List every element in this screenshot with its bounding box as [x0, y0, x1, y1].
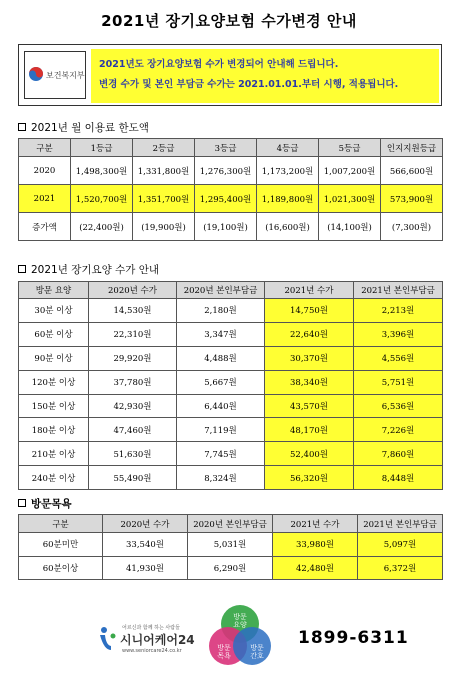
table-cell: 2,213원 — [354, 299, 443, 323]
table-cell: 210분 이상 — [19, 442, 89, 466]
table-cell: 150분 이상 — [19, 394, 89, 418]
footer-url: www.seniorcare24.co.kr — [122, 648, 182, 654]
notice-box — [18, 44, 442, 106]
table-cell: 22,310원 — [89, 322, 177, 346]
table-cell: 56,320원 — [265, 466, 354, 490]
table-cell: 6,372원 — [358, 556, 443, 580]
table-cell: 7,745원 — [177, 442, 265, 466]
column-header: 구분 — [19, 139, 71, 157]
table-cell: (7,300원) — [381, 213, 443, 241]
section-heading-text: 2021년 장기요양 수가 안내 — [31, 264, 160, 276]
table-cell: 60분이상 — [19, 556, 103, 580]
section-heading-text: 2021년 월 이용료 한도액 — [31, 122, 149, 134]
table-cell: 30분 이상 — [19, 299, 89, 323]
venn-label-bath: 방문 목욕 — [217, 644, 231, 660]
checkbox-square-icon — [18, 499, 26, 507]
checkbox-square-icon — [18, 123, 26, 131]
section-heading-limits — [18, 120, 149, 135]
table-cell: 55,490원 — [89, 466, 177, 490]
venn-label-care: 방문 요양 — [233, 613, 247, 629]
table-header-row — [19, 139, 443, 157]
table-cell: 1,331,800원 — [133, 157, 195, 185]
column-header: 2020년 본인부담금 — [177, 282, 265, 299]
table-cell: 29,920원 — [89, 346, 177, 370]
column-header: 1등급 — [71, 139, 133, 157]
table-cell: 5,751원 — [354, 370, 443, 394]
table-cell: 1,007,200원 — [319, 157, 381, 185]
table-cell: 3,347원 — [177, 322, 265, 346]
table-cell: 14,530원 — [89, 299, 177, 323]
table-header-row — [19, 515, 443, 533]
column-header: 3등급 — [195, 139, 257, 157]
table-cell: 33,540원 — [103, 533, 188, 557]
table-header-row — [19, 282, 443, 299]
limits-table — [18, 138, 443, 241]
page-title: 2021년 장기요양보험 수가변경 안내 — [101, 12, 357, 30]
table-cell: 1,520,700원 — [71, 185, 133, 213]
table-cell: 14,750원 — [265, 299, 354, 323]
table-row — [19, 157, 443, 185]
table-cell: 42,930원 — [89, 394, 177, 418]
table-cell: 240분 이상 — [19, 466, 89, 490]
table-cell: 180분 이상 — [19, 418, 89, 442]
section-heading-fees — [18, 262, 159, 277]
table-cell: 38,340원 — [265, 370, 354, 394]
table-cell: 1,173,200원 — [257, 157, 319, 185]
table-cell: 1,189,800원 — [257, 185, 319, 213]
table-cell: 2020 — [19, 157, 71, 185]
column-header: 2등급 — [133, 139, 195, 157]
person-icon — [100, 627, 116, 650]
footer-tagline: 어르신과 함께 하는 사람들 — [122, 625, 180, 631]
table-cell: 4,488원 — [177, 346, 265, 370]
table-cell: 48,170원 — [265, 418, 354, 442]
column-header: 2020년 수가 — [89, 282, 177, 299]
table-cell: 7,226원 — [354, 418, 443, 442]
column-header: 2020년 수가 — [103, 515, 188, 533]
table-cell: 2021 — [19, 185, 71, 213]
table-cell: 566,600원 — [381, 157, 443, 185]
section-heading-text: 방문목욕 — [31, 498, 72, 510]
table-cell: 1,498,300원 — [71, 157, 133, 185]
table-cell: 5,031원 — [188, 533, 273, 557]
table-cell: 1,021,300원 — [319, 185, 381, 213]
table-row — [19, 442, 443, 466]
column-header: 2021년 수가 — [273, 515, 358, 533]
table-cell: 90분 이상 — [19, 346, 89, 370]
table-cell: 3,396원 — [354, 322, 443, 346]
table-cell: 1,351,700원 — [133, 185, 195, 213]
table-row — [19, 394, 443, 418]
table-cell: 6,440원 — [177, 394, 265, 418]
table-cell: 7,119원 — [177, 418, 265, 442]
table-cell: 8,324원 — [177, 466, 265, 490]
table-cell: 41,930원 — [103, 556, 188, 580]
table-cell: (16,600원) — [257, 213, 319, 241]
column-header: 2021년 본인부담금 — [354, 282, 443, 299]
table-row — [19, 346, 443, 370]
table-cell: 120분 이상 — [19, 370, 89, 394]
logo-text: 보건복지부 — [46, 71, 85, 80]
table-cell: 33,980원 — [273, 533, 358, 557]
table-cell: 22,640원 — [265, 322, 354, 346]
table-row — [19, 299, 443, 323]
table-cell: 1,295,400원 — [195, 185, 257, 213]
notice-message — [91, 49, 439, 103]
ministry-logo — [24, 51, 86, 99]
section-heading-bath — [18, 496, 72, 511]
service-venn-diagram — [200, 602, 280, 674]
column-header: 방문 요양 — [19, 282, 89, 299]
notice-line-1: 2021년도 장기요양보험 수가 변경되어 안내해 드립니다. — [99, 59, 339, 70]
table-cell: 43,570원 — [265, 394, 354, 418]
column-header: 5등급 — [319, 139, 381, 157]
table-row — [19, 322, 443, 346]
table-cell: 573,900원 — [381, 185, 443, 213]
column-header: 4등급 — [257, 139, 319, 157]
table-cell: 4,556원 — [354, 346, 443, 370]
taegeuk-icon — [28, 66, 44, 82]
table-cell: 6,536원 — [354, 394, 443, 418]
table-row — [19, 370, 443, 394]
table-cell: 8,448원 — [354, 466, 443, 490]
table-cell: 60분미만 — [19, 533, 103, 557]
table-cell: (22,400원) — [71, 213, 133, 241]
table-row — [19, 418, 443, 442]
table-cell: 7,860원 — [354, 442, 443, 466]
table-cell: 증가액 — [19, 213, 71, 241]
column-header: 2021년 수가 — [265, 282, 354, 299]
column-header: 2021년 본인부담금 — [358, 515, 443, 533]
table-cell: (14,100원) — [319, 213, 381, 241]
table-row — [19, 213, 443, 241]
table-cell: 1,276,300원 — [195, 157, 257, 185]
table-cell: 37,780원 — [89, 370, 177, 394]
table-cell: 5,097원 — [358, 533, 443, 557]
table-cell: 42,480원 — [273, 556, 358, 580]
table-row — [19, 185, 443, 213]
bathing-fee-table — [18, 514, 443, 580]
footer-brand: 시니어케어24 — [120, 633, 195, 647]
phone-number: 1899-6311 — [298, 628, 409, 648]
table-cell: 2,180원 — [177, 299, 265, 323]
column-header: 인지지원등급 — [381, 139, 443, 157]
table-cell: (19,100원) — [195, 213, 257, 241]
table-cell: 30,370원 — [265, 346, 354, 370]
checkbox-square-icon — [18, 265, 26, 273]
table-row — [19, 533, 443, 557]
table-cell: 51,630원 — [89, 442, 177, 466]
column-header: 구분 — [19, 515, 103, 533]
column-header: 2020년 본인부담금 — [188, 515, 273, 533]
table-cell: 5,667원 — [177, 370, 265, 394]
home-care-fee-table — [18, 281, 443, 490]
table-row — [19, 556, 443, 580]
notice-line-2: 변경 수가 및 본인 부담금 수가는 2021.01.01.부터 시행, 적용됩니다. — [99, 79, 399, 90]
table-cell: 6,290원 — [188, 556, 273, 580]
table-cell: (19,900원) — [133, 213, 195, 241]
table-cell: 52,400원 — [265, 442, 354, 466]
table-row — [19, 466, 443, 490]
venn-label-nursing: 방문 간호 — [250, 644, 264, 660]
table-cell: 47,460원 — [89, 418, 177, 442]
table-cell: 60분 이상 — [19, 322, 89, 346]
